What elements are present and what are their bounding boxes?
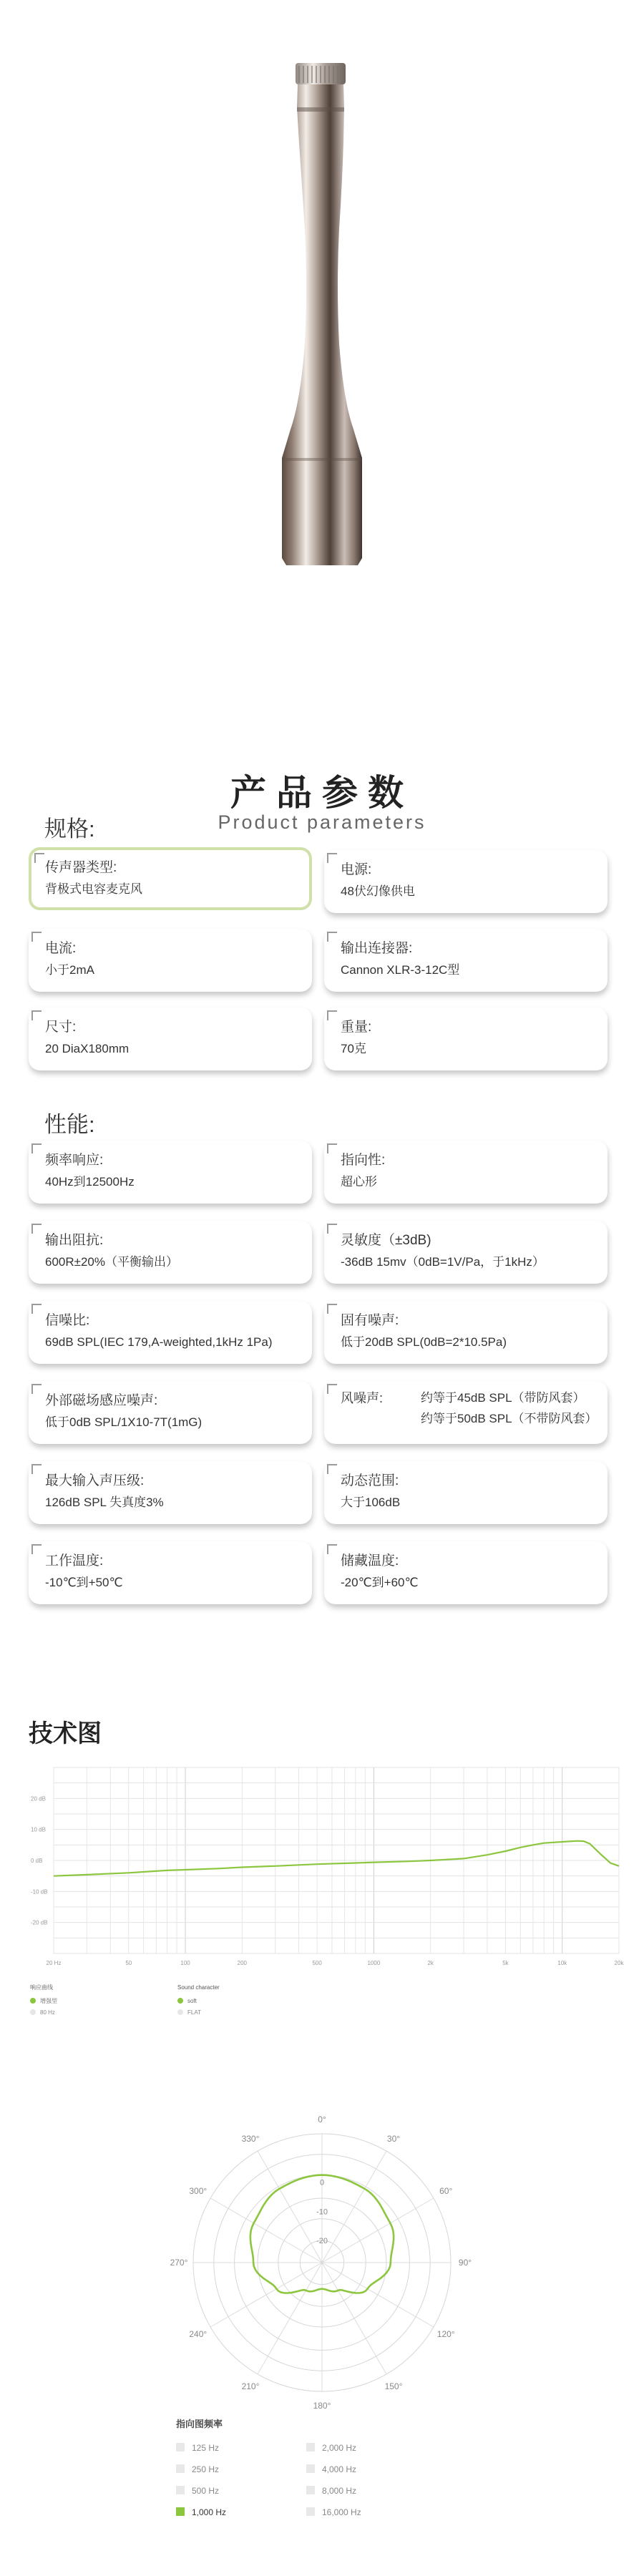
perf-value: -10℃到+50℃: [45, 1576, 123, 1589]
perf-value: 大于106dB: [341, 1496, 401, 1509]
spec-value: Cannon XLR-3-12C型: [341, 963, 460, 977]
corner-bracket-icon: [327, 932, 337, 942]
frequency-checkbox[interactable]: [176, 2464, 185, 2473]
legend-item[interactable]: 增强型: [40, 1998, 57, 2004]
frequency-legend-label[interactable]: 125 Hz: [192, 2443, 220, 2453]
perf-card: [29, 1221, 312, 1284]
frequency-checkbox[interactable]: [306, 2464, 315, 2473]
spec-label: 重量:: [341, 1020, 372, 1035]
angle-label: 30°: [386, 2133, 401, 2144]
x-tick-label: 100: [180, 1960, 190, 1966]
radial-label: -20: [316, 2237, 328, 2246]
polar-spoke: [258, 2151, 325, 2263]
x-tick-label: 20k: [614, 1960, 624, 1966]
angle-label: 0°: [318, 2114, 326, 2124]
y-tick-label: 20 dB: [31, 1795, 46, 1802]
spec-card: [324, 929, 608, 992]
polar-pattern-chart: [0, 2089, 644, 2533]
corner-bracket-icon: [31, 932, 42, 942]
angle-label: 60°: [439, 2186, 453, 2196]
spec-value: 48伏幻像供电: [341, 884, 415, 898]
polar-legend-title: 指向图频率: [176, 2419, 223, 2429]
perf-label: 外部磁场感应噪声:: [45, 1393, 158, 1408]
spec-heading: 规格:: [44, 816, 95, 841]
radial-label: 0: [319, 2178, 325, 2187]
frequency-checkbox[interactable]: [306, 2507, 315, 2516]
angle-label: 270°: [170, 2258, 188, 2268]
perf-value: 126dB SPL 失真度3%: [45, 1496, 164, 1509]
perf-label: 动态范围:: [341, 1473, 399, 1488]
corner-bracket-icon: [31, 1224, 42, 1234]
frequency-checkbox[interactable]: [306, 2443, 315, 2451]
perf-card: [324, 1141, 608, 1204]
legend-item[interactable]: FLAT: [187, 2009, 201, 2016]
perf-card: [29, 1461, 312, 1524]
legend-title: Sound character: [177, 1984, 220, 1991]
polar-spoke: [258, 2263, 322, 2374]
spec-card: [29, 1008, 312, 1070]
corner-bracket-icon: [327, 1143, 337, 1153]
perf-value: -20℃到+60℃: [341, 1576, 419, 1589]
perf-label: 最大输入声压级:: [45, 1473, 145, 1488]
angle-label: 90°: [458, 2258, 472, 2268]
perf-card: [29, 1301, 312, 1364]
frequency-legend-label[interactable]: 2,000 Hz: [322, 2443, 357, 2453]
frequency-checkbox[interactable]: [176, 2507, 185, 2516]
corner-bracket-icon: [327, 1304, 337, 1314]
perf-label: 风噪声:: [341, 1391, 384, 1405]
perf-label: 工作温度:: [45, 1553, 104, 1568]
angle-label: 150°: [384, 2381, 403, 2392]
legend-item[interactable]: 80 Hz: [40, 2009, 55, 2016]
perf-value: -36dB 15mv（0dB=1V/Pa，于1kHz）: [341, 1255, 545, 1269]
radio-icon[interactable]: [177, 2009, 183, 2015]
polar-spoke: [319, 2151, 386, 2263]
spec-value: 70克: [341, 1042, 366, 1055]
perf-value: 40Hz到12500Hz: [45, 1175, 135, 1189]
perf-card: [324, 1461, 608, 1524]
corner-bracket-icon: [31, 1544, 42, 1554]
corner-bracket-icon: [31, 1304, 42, 1314]
x-tick-label: 5k: [502, 1960, 509, 1966]
perf-value: 69dB SPL(IEC 179,A-weighted,1kHz 1Pa): [45, 1335, 273, 1349]
section-title-en: Product parameters: [218, 811, 426, 833]
polar-spoke: [322, 2198, 434, 2263]
angle-label: 330°: [241, 2133, 260, 2144]
frequency-checkbox[interactable]: [306, 2486, 315, 2494]
spec-card: [324, 850, 608, 913]
corner-bracket-icon: [31, 1464, 42, 1474]
spec-card: [29, 929, 312, 992]
corner-bracket-icon: [327, 1384, 337, 1394]
angle-label: 300°: [189, 2186, 208, 2196]
perf-label: 频率响应:: [45, 1153, 104, 1168]
perf-label: 灵敏度（±3dB): [341, 1233, 431, 1248]
spec-label: 传声器类型:: [45, 860, 117, 875]
y-tick-label: 0 dB: [31, 1858, 43, 1864]
perf-label: 固有噪声:: [341, 1313, 399, 1328]
x-tick-label: 20 Hz: [46, 1960, 62, 1966]
corner-bracket-icon: [327, 1544, 337, 1554]
corner-bracket-icon: [327, 1464, 337, 1474]
polar-spoke: [210, 2198, 322, 2263]
y-tick-label: -10 dB: [31, 1888, 48, 1896]
frequency-checkbox[interactable]: [176, 2443, 185, 2451]
corner-bracket-icon: [31, 1143, 42, 1153]
x-tick-label: 10k: [557, 1960, 567, 1966]
radio-icon[interactable]: [30, 2009, 36, 2015]
y-tick-label: -20 dB: [31, 1919, 48, 1926]
perf-value: 600R±20%（平衡输出）: [45, 1255, 178, 1269]
spec-label: 尺寸:: [45, 1020, 77, 1035]
angle-label: 120°: [436, 2329, 455, 2339]
spec-value: 小于2mA: [45, 963, 94, 977]
spec-card: [29, 847, 312, 910]
frequency-legend-label[interactable]: 8,000 Hz: [322, 2486, 357, 2496]
polar-spoke: [322, 2263, 434, 2327]
perf-card: [324, 1541, 608, 1604]
perf-value: 低于0dB SPL/1X10-7T(1mG): [45, 1415, 203, 1429]
angle-label: 180°: [313, 2401, 331, 2411]
radial-label: -10: [316, 2207, 328, 2217]
legend-item[interactable]: soft: [187, 1998, 197, 2004]
perf-label: 输出阻抗:: [45, 1233, 104, 1248]
spec-label: 输出连接器:: [341, 941, 413, 956]
microphone-product-image: [0, 0, 644, 716]
perf-card: [29, 1141, 312, 1204]
perf-value: 约等于45dB SPL（带防风套）: [421, 1391, 585, 1405]
tech-heading: 技术图: [29, 1720, 102, 1747]
legend-title: 响应曲线: [30, 1984, 53, 1991]
frequency-response-line: [54, 1841, 619, 1876]
x-tick-label: 2k: [427, 1960, 434, 1966]
corner-bracket-icon: [327, 1010, 337, 1020]
perf-card: [29, 1381, 312, 1444]
radio-selected-icon[interactable]: [30, 1998, 36, 2004]
polar-spoke: [322, 2263, 386, 2374]
perf-card: [324, 1221, 608, 1284]
perf-value: 超心形: [341, 1175, 377, 1189]
radio-selected-icon[interactable]: [177, 1998, 183, 2004]
perf-label: 信噪比:: [45, 1313, 90, 1328]
angle-label: 210°: [241, 2381, 260, 2392]
perf-card: [324, 1301, 608, 1364]
perf-value-2: 约等于50dB SPL（不带防风套）: [421, 1412, 597, 1425]
frequency-checkbox[interactable]: [176, 2486, 185, 2494]
corner-bracket-icon: [327, 1224, 337, 1234]
spec-card: [324, 1008, 608, 1070]
corner-bracket-icon: [327, 853, 337, 863]
spec-label: 电源:: [341, 862, 372, 877]
perf-card: [324, 1381, 608, 1444]
spec-value: 背极式电容麦克风: [45, 882, 142, 896]
spec-value: 20 DiaX180mm: [45, 1042, 130, 1055]
corner-bracket-icon: [34, 853, 44, 863]
corner-bracket-icon: [31, 1384, 42, 1394]
frequency-legend-label[interactable]: 500 Hz: [192, 2486, 220, 2496]
spec-label: 电流:: [45, 941, 77, 956]
section-title-cn: 产品参数: [230, 773, 414, 813]
frequency-legend-label[interactable]: 1,000 Hz: [192, 2507, 227, 2517]
perf-label: 储藏温度:: [341, 1553, 399, 1568]
frequency-legend-label[interactable]: 4,000 Hz: [322, 2464, 357, 2474]
perf-heading: 性能:: [44, 1112, 95, 1137]
perf-card: [29, 1541, 312, 1604]
angle-label: 240°: [189, 2329, 208, 2339]
frequency-response-chart: [0, 1746, 644, 2046]
perf-value: 低于20dB SPL(0dB=2*10.5Pa): [341, 1335, 507, 1349]
frequency-legend-label[interactable]: 250 Hz: [192, 2464, 220, 2474]
x-tick-label: 200: [237, 1960, 248, 1966]
x-tick-label: 50: [125, 1960, 132, 1966]
frequency-legend-label[interactable]: 16,000 Hz: [322, 2507, 361, 2517]
y-tick-label: 10 dB: [31, 1826, 46, 1833]
corner-bracket-icon: [31, 1010, 42, 1020]
x-tick-label: 1000: [367, 1960, 381, 1966]
polar-spoke: [210, 2263, 322, 2327]
perf-label: 指向性:: [341, 1153, 386, 1168]
x-tick-label: 500: [312, 1960, 322, 1966]
